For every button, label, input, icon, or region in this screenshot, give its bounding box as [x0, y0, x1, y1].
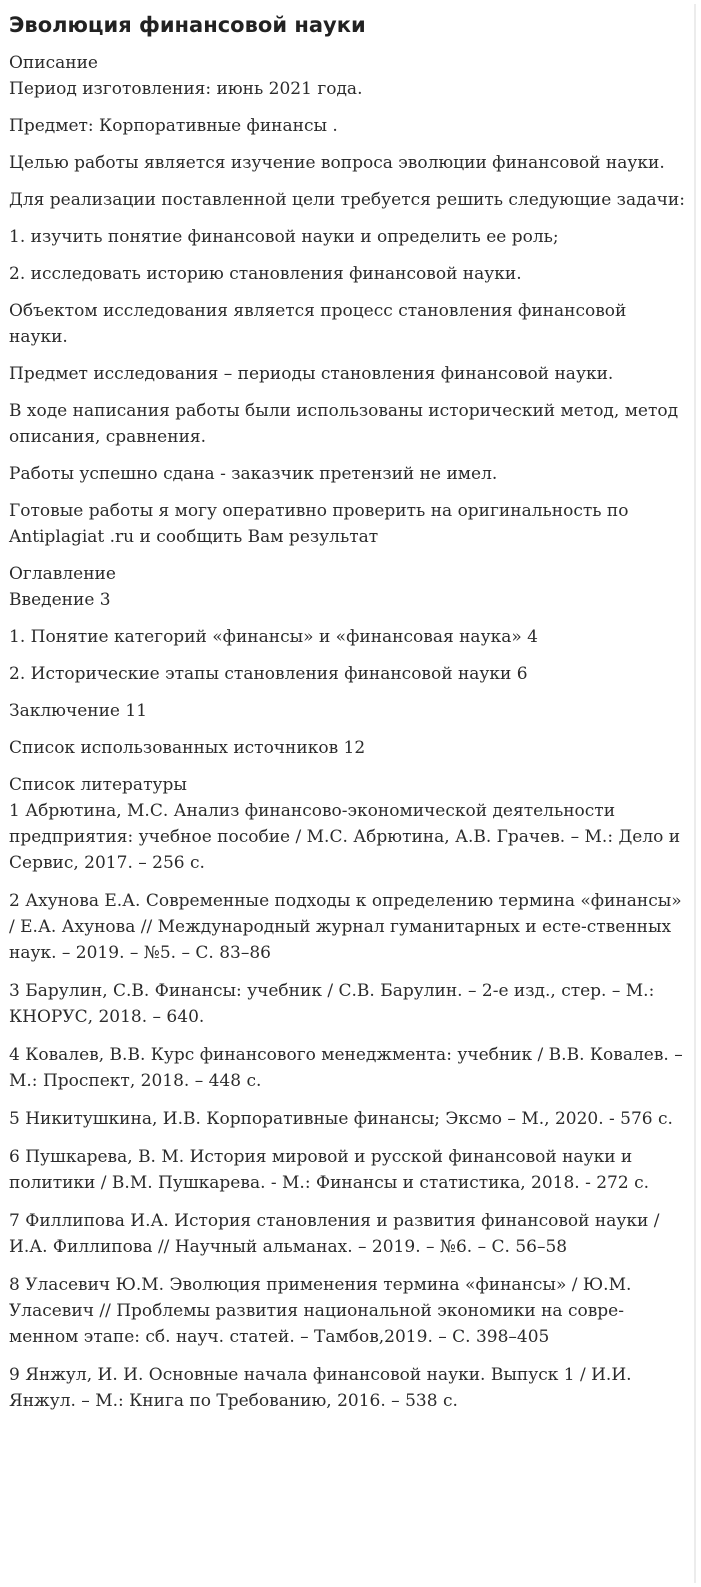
- toc-item: Введение 3: [9, 590, 111, 610]
- description-heading: Описание: [9, 53, 98, 73]
- description-paragraph: Объектом исследования является процесс становления финансовой науки.: [9, 301, 627, 347]
- literature-item: 3 Барулин, С.В. Финансы: учебник / С.В. Барулин. – 2-е изд., стер. – М.: КНОРУС, 2018. – 640.: [9, 981, 655, 1027]
- toc-item: 1. Понятие категорий «финансы» и «финансовая наука» 4: [9, 627, 538, 647]
- description-paragraph: Работы успешно сдана - заказчик претензий не имел.: [9, 464, 498, 484]
- literature-heading: Список литературы: [9, 775, 187, 795]
- toc-heading: Оглавление: [9, 564, 116, 584]
- description-paragraph: Предмет исследования – периоды становления финансовой науки.: [9, 364, 614, 384]
- page-edge: [694, 4, 696, 1583]
- description-paragraph: Предмет: Корпоративные финансы .: [9, 116, 338, 136]
- description-paragraph: Для реализации поставленной цели требуется решить следующие задачи:: [9, 190, 685, 210]
- literature-item: 5 Никитушкина, И.В. Корпоративные финансы; Эксмо – М., 2020. - 576 с.: [9, 1109, 673, 1129]
- description-paragraph: 2. исследовать историю становления финансовой науки.: [9, 264, 522, 284]
- literature-item: 1 Абрютина, М.С. Анализ финансово-экономической деятельности предприятия: учебное пособие / М.С. Абрютина, А.В. Грачев. – М.: Дело и Сервис, 2017. – 256 с.: [9, 801, 681, 873]
- literature-item: 7 Филлипова И.А. История становления и развития финансовой науки / И.А. Филлипова // Научный альманах. – 2019. – №6. – С. 56–58: [9, 1211, 660, 1257]
- literature-item: 9 Янжул, И. И. Основные начала финансовой науки. Выпуск 1 / И.И. Янжул. – М.: Книга по Требованию, 2016. – 538 с.: [9, 1365, 632, 1411]
- description-paragraph: Период изготовления: июнь 2021 года.: [9, 79, 363, 99]
- toc-item: Список использованных источников 12: [9, 738, 366, 758]
- literature-item: 6 Пушкарева, В. М. История мировой и русской финансовой науки и политики / В.М. Пушкарева. - М.: Финансы и статистика, 2018. - 272 с.: [9, 1147, 650, 1193]
- description-paragraph: Целью работы является изучение вопроса эволюции финансовой науки.: [9, 153, 665, 173]
- document-title: Эволюция финансовой науки: [9, 13, 366, 37]
- description-paragraph: 1. изучить понятие финансовой науки и определить ее роль;: [9, 227, 559, 247]
- description-paragraph: В ходе написания работы были использованы исторический метод, метод описания, сравнения.: [9, 401, 679, 447]
- literature-item: 8 Уласевич Ю.М. Эволюция применения термина «финансы» / Ю.М. Уласевич // Проблемы развития национальной экономики на совре-менном этапе: сб. науч. статей. – Тамбов,2019. – С. 398–405: [9, 1275, 632, 1347]
- table-of-contents: [9, 561, 687, 761]
- literature-item: 2 Ахунова Е.А. Современные подходы к определению термина «финансы» / Е.А. Ахунова // Международный журнал гуманитарных и есте-ственных наук. – 2019. – №5. – С. 83–86: [9, 891, 682, 963]
- description-section: [9, 50, 687, 550]
- literature-item: 4 Ковалев, В.В. Курс финансового менеджмента: учебник / В.В. Ковалев. – М.: Проспект, 2018. – 448 с.: [9, 1045, 683, 1091]
- literature-section: [9, 772, 687, 1414]
- toc-item: Заключение 11: [9, 701, 148, 721]
- description-paragraph: Готовые работы я могу оперативно проверить на оригинальность по Antiplagiat .ru и сообщить Вам результат: [9, 501, 629, 547]
- toc-item: 2. Исторические этапы становления финансовой науки 6: [9, 664, 528, 684]
